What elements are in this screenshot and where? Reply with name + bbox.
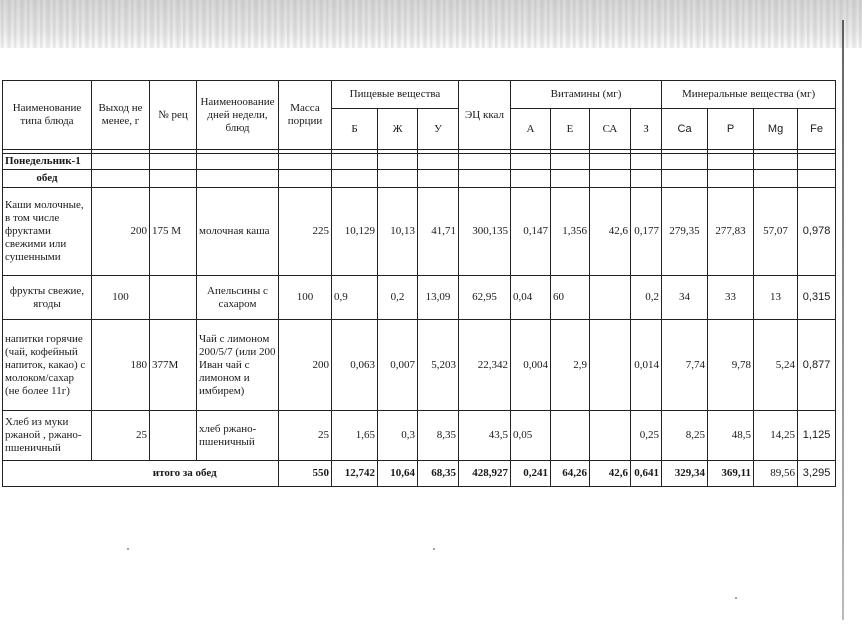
total-mass: 550: [279, 461, 332, 487]
row-dish: Чай с лимоном 200/5/7 (или 200 Иван чай с лимоном и имбирем): [197, 320, 279, 411]
row-output: 100: [92, 276, 150, 320]
header-energy: ЭЦ ккал: [459, 81, 511, 150]
row-recipe: [150, 411, 197, 461]
row-type: Хлеб из муки ржаной , ржано-пшеничный: [3, 411, 92, 461]
nutrition-table: [2, 80, 836, 487]
row-ca: 279,35: [662, 188, 708, 276]
row-protein: 0,9: [332, 276, 378, 320]
row-dish: молочная каша: [197, 188, 279, 276]
scan-artifact-top: [0, 0, 862, 48]
row-carbs: 41,71: [418, 188, 459, 276]
row-mass: 200: [279, 320, 332, 411]
row-energy: 62,95: [459, 276, 511, 320]
row-vit-a: 0,05: [511, 411, 551, 461]
header-dish-name: Наименоование дней недели, блюд: [197, 81, 279, 150]
row-mass: 225: [279, 188, 332, 276]
row-dish: хлеб ржано-пшеничный: [197, 411, 279, 461]
header-fe: Fe: [798, 109, 836, 150]
row-carbs: 5,203: [418, 320, 459, 411]
row-mg: 57,07: [754, 188, 798, 276]
row-vit-e: [551, 411, 590, 461]
header-protein: Б: [332, 109, 378, 150]
row-carbs: 8,35: [418, 411, 459, 461]
row-recipe: 175 М: [150, 188, 197, 276]
scan-speck: [433, 548, 435, 550]
row-mg: 14,25: [754, 411, 798, 461]
row-protein: 1,65: [332, 411, 378, 461]
header-vit-z: З: [631, 109, 662, 150]
row-mass: 100: [279, 276, 332, 320]
row-type: напитки горячие (чай, кофейный напиток, какао) с молоком/сахар (не более 11г): [3, 320, 92, 411]
row-p: 9,78: [708, 320, 754, 411]
row-fe: 0,978: [798, 188, 836, 276]
day-label: Понедельник-1: [3, 154, 92, 170]
row-vit-z: 0,014: [631, 320, 662, 411]
header-ca: Ca: [662, 109, 708, 150]
header-recipe-no: № рец: [150, 81, 197, 150]
header-vit-e: Е: [551, 109, 590, 150]
total-protein: 12,742: [332, 461, 378, 487]
table-row: [3, 411, 836, 461]
header-output: Выход не менее, г: [92, 81, 150, 150]
row-p: 33: [708, 276, 754, 320]
row-vit-z: 0,177: [631, 188, 662, 276]
row-vit-e: 2,9: [551, 320, 590, 411]
table-row: [3, 276, 836, 320]
row-vit-ca: [590, 411, 631, 461]
header-carbs: У: [418, 109, 459, 150]
row-vit-a: 0,004: [511, 320, 551, 411]
row-vit-a: 0,04: [511, 276, 551, 320]
row-fe: 1,125: [798, 411, 836, 461]
header-type-name: Наименование типа блюда: [3, 81, 92, 150]
row-vit-ca: 42,6: [590, 188, 631, 276]
total-mg: 89,56: [754, 461, 798, 487]
row-type: фрукты свежие, ягоды: [3, 276, 92, 320]
row-vit-e: 60: [551, 276, 590, 320]
total-carbs: 68,35: [418, 461, 459, 487]
total-vit-z: 0,641: [631, 461, 662, 487]
total-energy: 428,927: [459, 461, 511, 487]
total-fe: 3,295: [798, 461, 836, 487]
row-fe: 0,877: [798, 320, 836, 411]
header-mg: Mg: [754, 109, 798, 150]
row-energy: 300,135: [459, 188, 511, 276]
row-p: 48,5: [708, 411, 754, 461]
row-mg: 13: [754, 276, 798, 320]
header-minerals: Минеральные вещества (мг): [662, 81, 836, 109]
row-vit-ca: [590, 320, 631, 411]
row-ca: 34: [662, 276, 708, 320]
header-nutrients: Пищевые вещества: [332, 81, 459, 109]
row-ca: 7,74: [662, 320, 708, 411]
total-fat: 10,64: [378, 461, 418, 487]
total-p: 369,11: [708, 461, 754, 487]
row-vit-z: 0,25: [631, 411, 662, 461]
header-p: P: [708, 109, 754, 150]
row-output: 200: [92, 188, 150, 276]
row-protein: 10,129: [332, 188, 378, 276]
row-recipe: [150, 276, 197, 320]
scan-artifact-edge: [842, 20, 844, 620]
row-output: 25: [92, 411, 150, 461]
row-dish: Апельсины с сахаром: [197, 276, 279, 320]
row-output: 180: [92, 320, 150, 411]
row-mass: 25: [279, 411, 332, 461]
row-vit-ca: [590, 276, 631, 320]
row-energy: 43,5: [459, 411, 511, 461]
row-recipe: 377М: [150, 320, 197, 411]
total-vit-ca: 42,6: [590, 461, 631, 487]
header-vit-a: А: [511, 109, 551, 150]
total-vit-a: 0,241: [511, 461, 551, 487]
row-vit-a: 0,147: [511, 188, 551, 276]
row-vit-e: 1,356: [551, 188, 590, 276]
table-row: [3, 320, 836, 411]
row-fat: 0,007: [378, 320, 418, 411]
row-energy: 22,342: [459, 320, 511, 411]
header-fat: Ж: [378, 109, 418, 150]
row-type: Каши молочные, в том числе фруктами свежими или сушенными: [3, 188, 92, 276]
total-row: [3, 461, 836, 487]
row-carbs: 13,09: [418, 276, 459, 320]
row-protein: 0,063: [332, 320, 378, 411]
row-vit-z: 0,2: [631, 276, 662, 320]
scan-speck: [735, 597, 737, 599]
row-fe: 0,315: [798, 276, 836, 320]
total-vit-e: 64,26: [551, 461, 590, 487]
total-ca: 329,34: [662, 461, 708, 487]
row-ca: 8,25: [662, 411, 708, 461]
meal-label: обед: [3, 170, 92, 188]
scan-speck: [127, 548, 129, 550]
header-portion-mass: Масса порции: [279, 81, 332, 150]
total-label: итого за обед: [92, 461, 279, 487]
row-fat: 0,3: [378, 411, 418, 461]
row-fat: 10,13: [378, 188, 418, 276]
row-mg: 5,24: [754, 320, 798, 411]
row-fat: 0,2: [378, 276, 418, 320]
row-p: 277,83: [708, 188, 754, 276]
header-vitamins: Витамины (мг): [511, 81, 662, 109]
table-row: [3, 188, 836, 276]
header-vit-ca: СА: [590, 109, 631, 150]
